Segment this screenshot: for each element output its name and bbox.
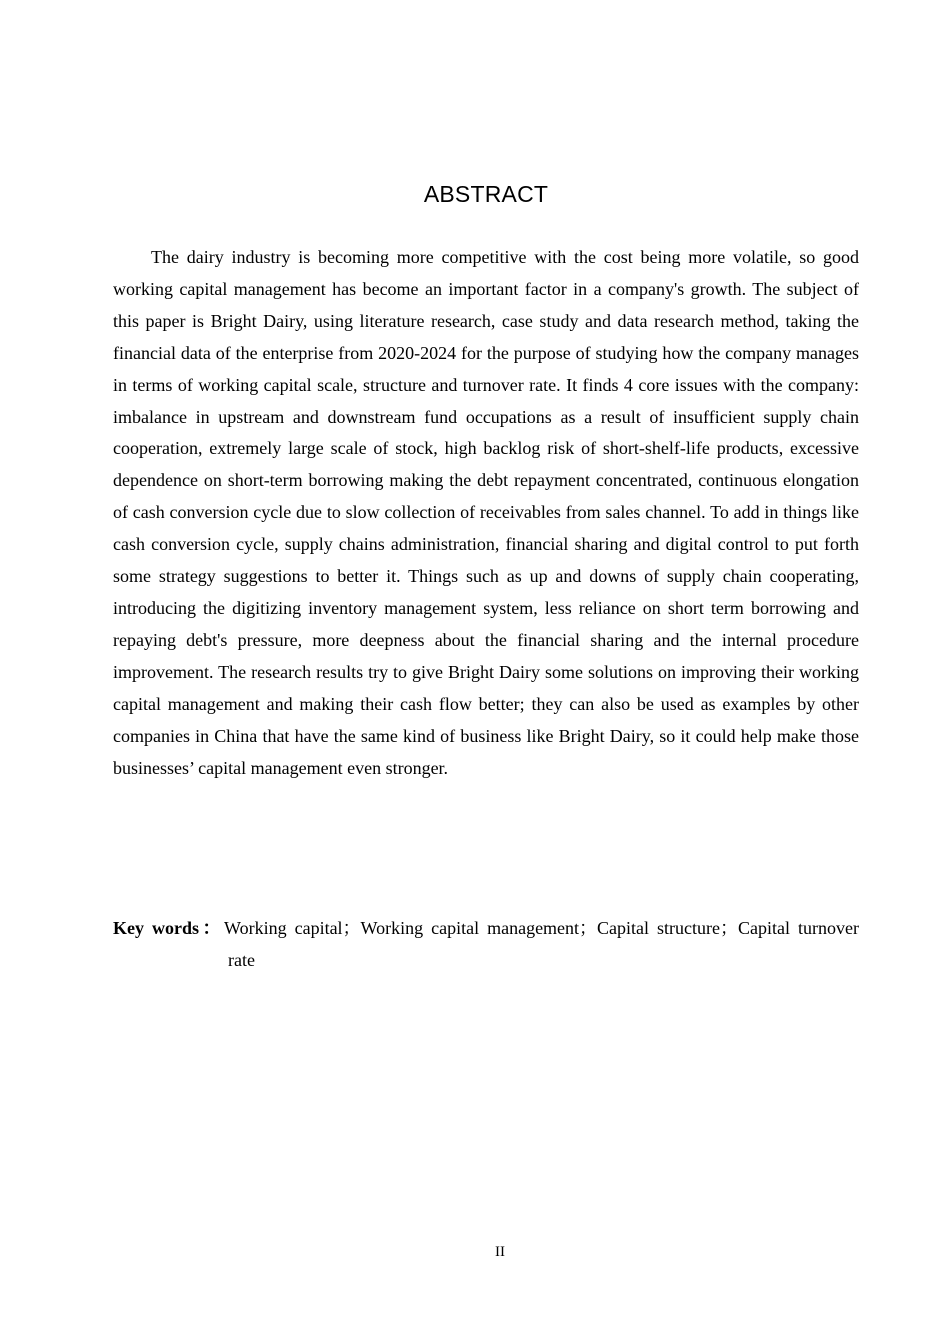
page-number: II: [495, 1244, 505, 1260]
keywords-text: Working capital；Working capital management；Capital structure；Capital turnover rate: [224, 918, 859, 970]
keywords-paragraph: [113, 912, 859, 976]
keywords-label: Key words：: [113, 918, 225, 938]
abstract-body: The dairy industry is becoming more competitive with the cost being more volatile, so good working capital management has become an important factor in a company's growth. The subject of this paper is Bright Dairy, using literature research, case study and data research method, taking the financial data of the enterprise from 2020-2024 for the purpose of studying how the company manages in terms of working capital scale, structure and turnover rate. It finds 4 core issues with the company: imbalance in upstream and downstream fund occupations as a result of insufficient supply chain cooperation, extremely large scale of stock, high backlog risk of short-shelf-life products, excessive dependence on short-term borrowing making the debt repayment concentrated, continuous elongation of cash conversion cycle due to slow collection of receivables from sales channel. To add in things like cash conversion cycle, supply chains administration, financial sharing and digital control to put forth some strategy suggestions to better it. Things such as up and downs of supply chain cooperating, introducing the digitizing inventory management system, less reliance on short term borrowing and repaying debt's pressure, more deepness about the financial sharing and the internal procedure improvement. The research results try to give Bright Dairy some solutions on improving their working capital management and making their cash flow better; they can also be used as examples by other companies in China that have the same kind of business like Bright Dairy, so it could help make those businesses’ capital management even stronger.: [113, 247, 859, 778]
abstract-title: ABSTRACT: [423, 181, 549, 207]
